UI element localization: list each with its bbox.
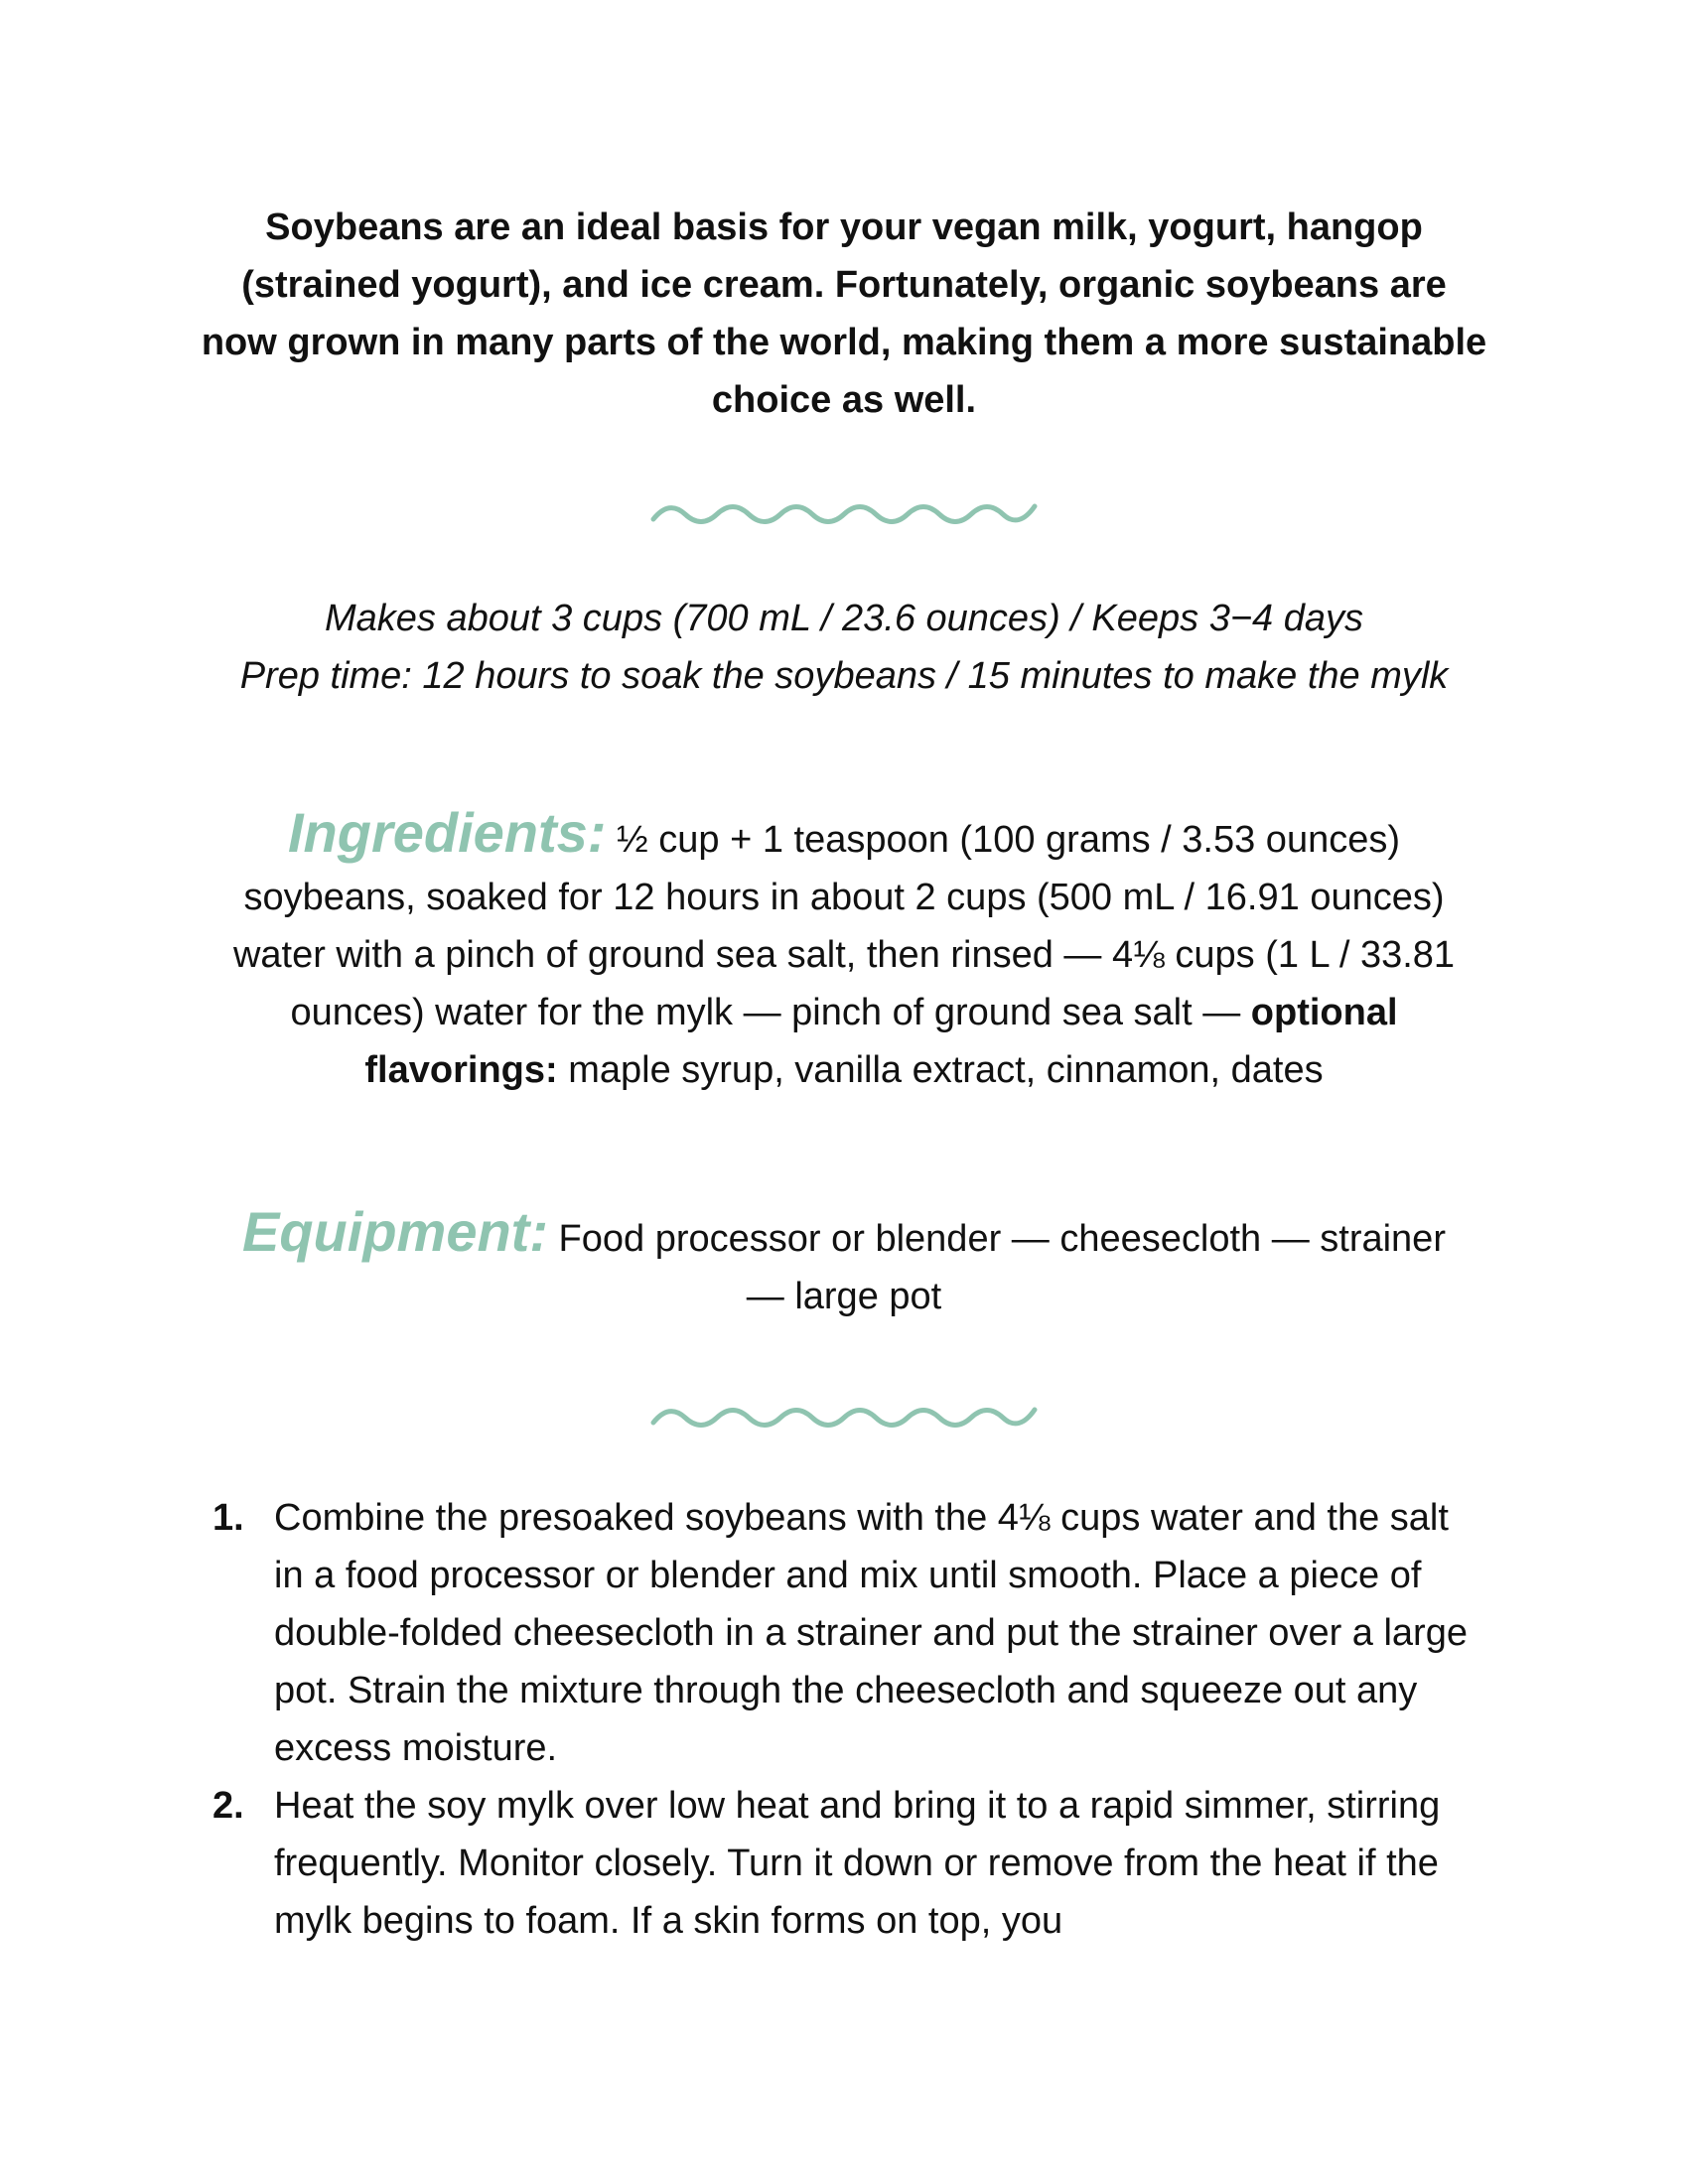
equipment-text: Food processor or blender — cheesecloth — strainer — large pot bbox=[558, 1218, 1446, 1317]
wave-divider-icon bbox=[650, 494, 1038, 534]
step-number: 2. bbox=[212, 1785, 244, 1827]
ingredients-section bbox=[218, 801, 1470, 1099]
step-text: Combine the presoaked soybeans with the 4⅛ cups water and the salt in a food processor or blender and mix until smooth. Place a piece of double-folded cheesecloth in a strainer and put the strainer over a large pot. Strain the mixture through the cheesecloth and squeeze out any excess moisture. bbox=[274, 1497, 1468, 1769]
step-text: Heat the soy mylk over low heat and bring it to a rapid simmer, stirring frequently. Monitor closely. Turn it down or remove from the heat if the mylk begins to foam. If a skin forms on top, you bbox=[274, 1785, 1441, 1942]
optional-flavorings-label: optional flavorings: bbox=[364, 992, 1398, 1091]
wave-divider-bottom bbox=[650, 1398, 1038, 1437]
instruction-step bbox=[209, 1489, 1470, 1777]
instructions-list bbox=[209, 1489, 1470, 1950]
optional-flavorings-text: maple syrup, vanilla extract, cinnamon, dates bbox=[568, 1049, 1324, 1091]
equipment-heading: Equipment: bbox=[242, 1200, 548, 1263]
prep-time-line: Prep time: 12 hours to soak the soybeans / 15 minutes to make the mylk bbox=[239, 655, 1449, 697]
ingredients-text: ½ cup + 1 teaspoon (100 grams / 3.53 ounces) soybeans, soaked for 12 hours in about 2 cups (500 mL / 16.91 ounces) water with a pinch of ground sea salt, then rinsed — 4⅛ cups (1 L / 33.81 ounces) water for the mylk — pinch of ground sea salt — bbox=[232, 819, 1456, 1033]
intro-paragraph: Soybeans are an ideal basis for your vegan milk, yogurt, hangop (strained yogurt), and ice cream. Fortunately, organic soybeans are now grown in many parts of the world, making them a more sustainable choice as well. bbox=[201, 206, 1487, 421]
instruction-step bbox=[209, 1777, 1470, 1950]
ingredients-heading: Ingredients: bbox=[287, 801, 607, 864]
equipment-section bbox=[218, 1200, 1470, 1325]
step-number: 1. bbox=[212, 1497, 244, 1539]
wave-divider-icon bbox=[650, 1398, 1038, 1437]
recipe-meta bbox=[199, 590, 1489, 705]
yield-line: Makes about 3 cups (700 mL / 23.6 ounces) / Keeps 3−4 days bbox=[324, 598, 1363, 639]
wave-divider-top bbox=[650, 494, 1038, 534]
